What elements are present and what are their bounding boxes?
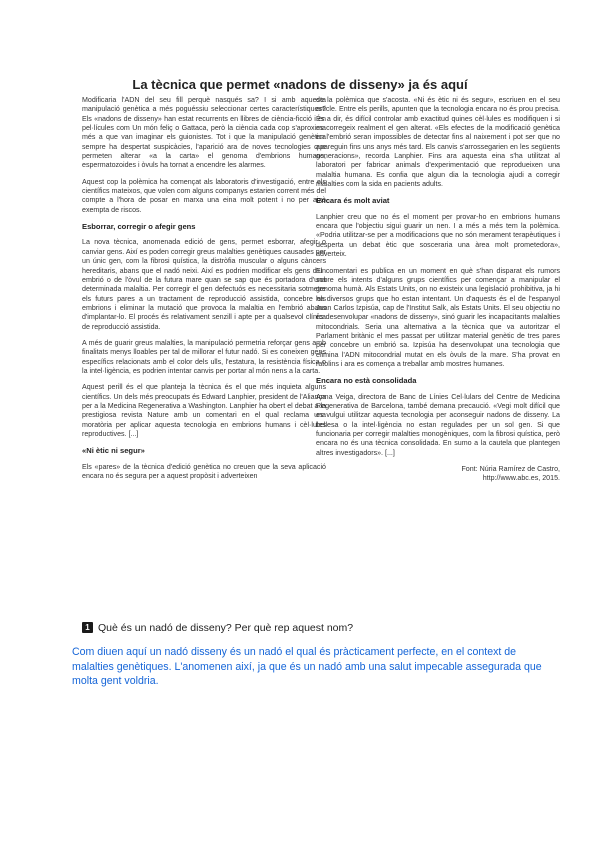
article-right-column (316, 96, 560, 491)
article-paragraph: de la polèmica que s'acosta. «Ni és ètic ni és segur», escriuen en el seu article. Entre els perills, apunten que la tecnologia encara no és prou precisa. És a dir, és difícil controlar amb exactitud quines cèl·lules es modifiquen i si es corregeix realment el gen alterat. «Els efectes de la modificació genètica en l'embrió seran impossibles de detectar fins al naixement i pot ser que no apareguin fins uns anys més tard. Els canvis s'arrossegarien en les següents generacions», recorda Lanphier. Fins ara aquesta eina s'ha utilitzat al laboratori per fabricar animals d'experimentació que reprodueixen una malaltia humana. Es confia que algun dia la tecnologia ajudi a corregir malalties com la sida en pacients adults. (316, 96, 560, 189)
article-paragraph: Aquest perill és el que planteja la tècnica és el que més inquieta alguns científics. Un dels més preocupats és Edward Lanphier, president de l'Aliança per a la Medicina Regenerativa a Washington. Lanphier ha obert el debat a la prestigiosa revista Nature amb un comentari en el qual reclama una moratòria per aplicar aquesta tecnologia en embrions humans i cèl·lules reproductives. [...] (82, 383, 326, 438)
answer-text[interactable]: Com diuen aquí un nadó disseny és un nadó el qual és pràcticament perfecte, en el context de malalties genètiques. L'anomenen així, ja que és un nadó amb una salut impecable assegurada que molta gent voldria. (72, 646, 542, 687)
article-left-column (82, 96, 326, 488)
question (82, 622, 522, 634)
article-title: La tècnica que permet «nadons de disseny» ja és aquí (132, 77, 468, 92)
article-paragraph: Els «pares» de la tècnica d'edició genètica no creuen que la seva aplicació encara no és segura per a aquest propòsit i adverteixen (82, 462, 326, 481)
section-heading: Encara no està consolidada (316, 376, 417, 386)
section-heading: Esborrar, corregir o afegir gens (82, 222, 196, 232)
article-paragraph: Anna Veiga, directora de Banc de Línies Cel·lulars del Centre de Medicina Regenerativa de Barcelona, també demana precaució. «Vegi molt difícil que es vulgui utilitzar aquesta tecnologia per aconseguir nadons de disseny. La bellesa o la intel·ligència no estan regulades per un sol gen. Si que funcionaria per corregir malalties monogèniques, com la fibrosi quística, però encara no és una tècnica consolidada. En sumo a la cautela que plantegen altres investigadors». [...] (316, 392, 560, 457)
article-paragraph: Lanphier creu que no és el moment per provar-ho en embrions humans encara que l'objectiu sigui guarir un nen. I a més a més tem la polèmica. «Podria utilitzar-se per a modificacions que no són merament terapèutiques i desperta un debat ètic que sosceraria una àrea molt prometedora», adverteix. (316, 212, 560, 259)
source-author: Font: Núria Ramírez de Castro, (461, 465, 560, 474)
section-heading: «Ni ètic ni segur» (82, 446, 145, 456)
source-link: http://www.abc.es, 2015. (482, 474, 560, 483)
question-text: Què és un nadó de disseny? Per què rep aquest nom? (98, 622, 354, 634)
article-paragraph: Modificaria l'ADN del seu fill perquè nasqués sa? I si amb aquesta manipulació genètica a més poguéssiu seleccionar certes característiques? Els «nadons de disseny» han estat recurrents en llibres de ciència-ficció i en pel·lícules com Un món feliç o Gattaca, però la ciència cada cop s'aproxima més a que van imaginar els guionistes. Tot i que la manipulació genètica sempre ha despertat suspicàcies, l'aparició ara de noves tecnologies que permeten alterar «a la carta» el genoma d'embrions humans, espermatozoides i òvuls ha tornat a encendre les alarmes. (82, 96, 326, 170)
article-source (316, 465, 560, 484)
section-heading: Encara és molt aviat (316, 196, 390, 206)
article-paragraph: A més de guarir greus malalties, la manipulació permetria reforçar gens amb finalitats menys lloables per tal de millorar el futur nadó. Si es coneixen gens específics relacionats amb el color dels ulls, l'estatura, la resistència física o la intel·ligència, es podrien intentar canvis per portar al món nens a la carta. (82, 338, 326, 375)
question-number-badge: 1 (82, 622, 93, 633)
article-paragraph: El comentari es publica en un moment en què s'han disparat els rumors sobre els intents d'alguns grups científics per començar a manipular el genoma humà. Als Estats Units, on no existeix una legislació prohibitiva, ja hi ha diversos grups que ho estan intentant. Un d'aquests és el de l'espanyol Juan Carlos Izpisúa, cap de l'Institut Salk, als Estats Units. El seu objectiu no és desenvolupar «nadons de disseny», sinó guarir les incapacitants malalties mitocondrials. Seria una alternativa a la tècnica que va autoritzar el Parlament britànic el mes passat per utilitzar material genètic de tres pares per concebre un embrió sa. Izpisúa ha desenvolupat una tecnologia que elimina l'ADN mitocondrial mutat en els òvuls de la mare. S'ha provat en ratolins i ara es comença a treballar amb mostres humanes. (316, 266, 560, 368)
article-paragraph: La nova tècnica, anomenada edició de gens, permet esborrar, afegir o canviar gens. Així es poden corregir greus malalties genètiques causades per un únic gen, com la fibrosi quística, la distròfia muscular o alguns càncers hereditaris, abans que el nadó neixi. Així es podrien modificar els gens d'un embrió o de l'òvul de la futura mare quan se sap que és portadora d'una determinada malaltia. Per corregir el gen defectuós es necessitaria sotmetre els futurs pares a un tractament de reproducció assistida, concebre els embrions i eliminar la mutació que provoca la malaltia en l'embrió abans d'implantar-lo. El procés és relativament senzill i apte per a qualsevol clínica de reproducció assistida. (82, 238, 326, 331)
article-paragraph: Aquest cop la polèmica ha començat als laboratoris d'investigació, entre els científics mateixos, que volen com alguns companys estarien corrent més del compte a l'hora de posar en marxa una eina molt potent i no per això exempta de riscos. (82, 177, 326, 214)
